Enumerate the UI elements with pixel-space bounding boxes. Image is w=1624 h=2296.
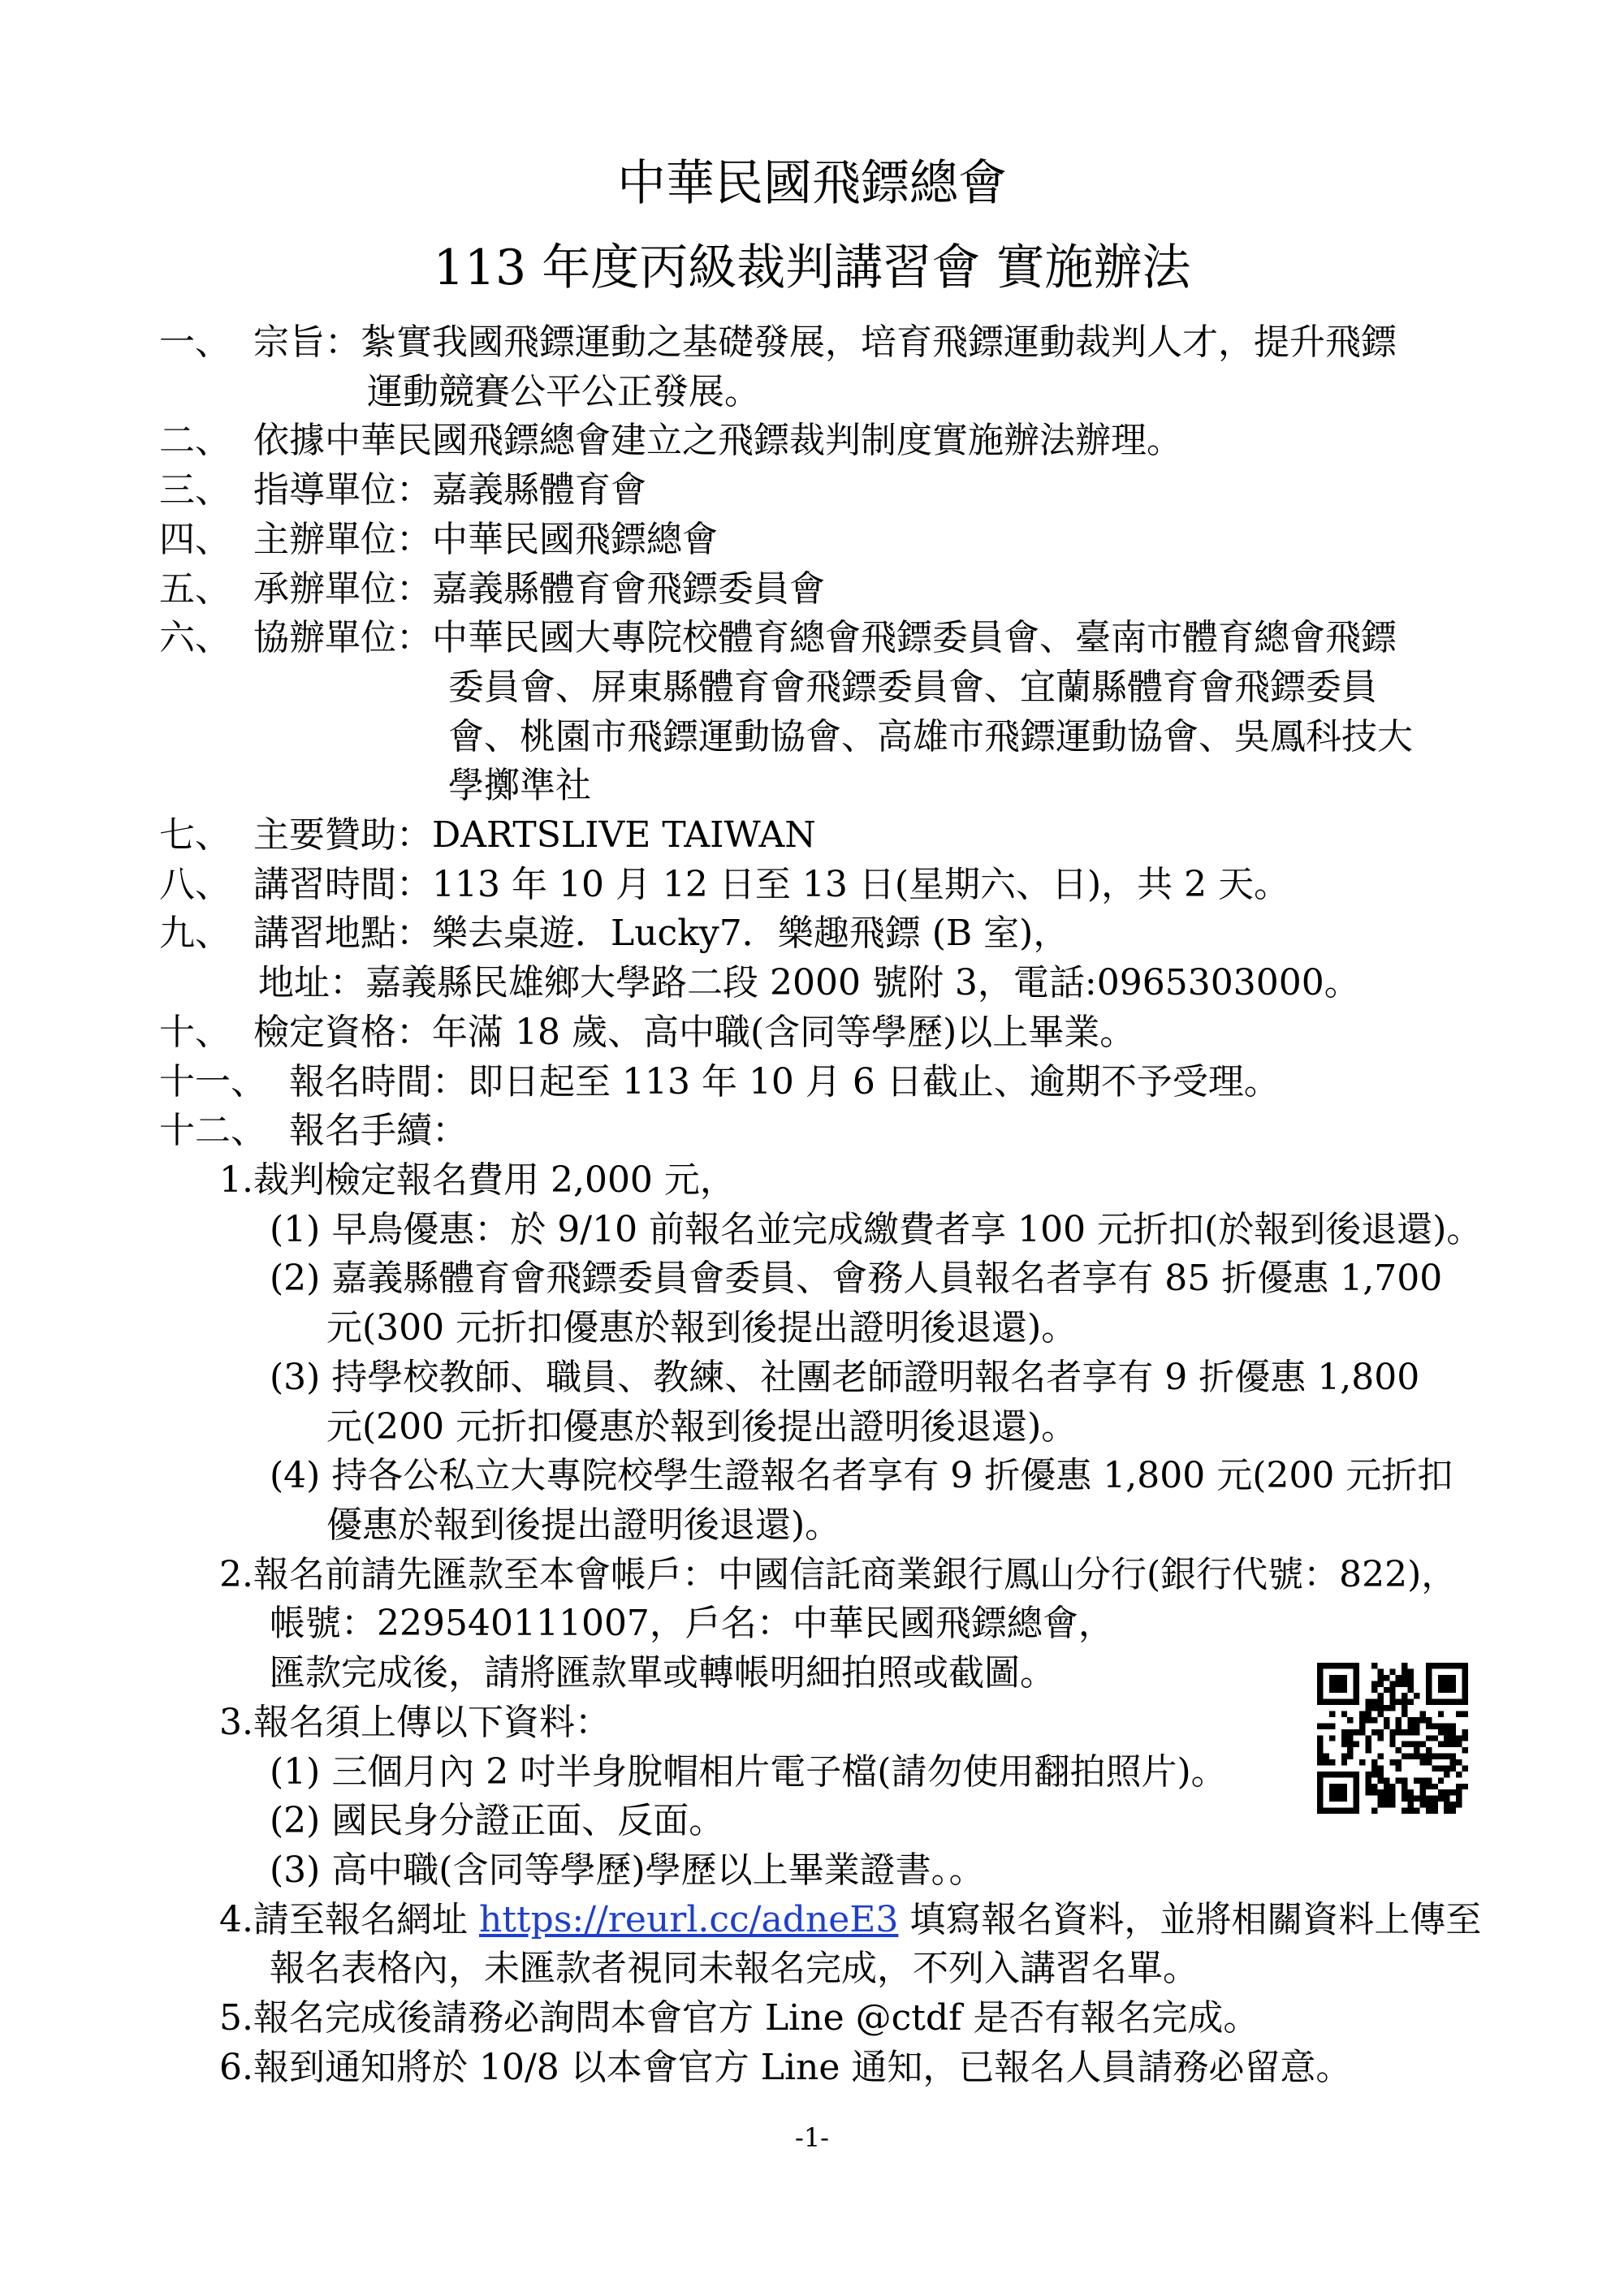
procedure-4-prefix: 4.請至報名網址	[219, 1899, 479, 1940]
item-number-3: 三、	[159, 469, 231, 511]
item-9-line-1: 講習地點：樂去桌遊．Lucky7．樂趣飛鏢 (B 室)，	[253, 913, 1069, 954]
procedure-2-line-3: 匯款完成後，請將匯款單或轉帳明細拍照或截圖。	[270, 1652, 1056, 1694]
item-number-8: 八、	[159, 864, 231, 905]
procedure-2-line-2: 帳號：229540111007，戶名：中華民國飛鏢總會，	[270, 1603, 1114, 1644]
item-3-line-1: 指導單位：嘉義縣體育會	[253, 469, 646, 511]
item-6-line-4: 學擲準社	[448, 765, 591, 806]
procedure-1-sub-4: (4) 持各公私立大專院校學生證報名者享有 9 折優惠 1,800 元(200 元折扣	[270, 1455, 1453, 1496]
procedure-3-sub-1: (1) 三個月內 2 吋半身脫帽相片電子檔(請勿使用翻拍照片)。	[270, 1751, 1227, 1793]
procedure-1-sub-3-cont: 元(200 元折扣優惠於報到後提出證明後退還)。	[326, 1406, 1078, 1448]
item-12-line-1: 報名手續：	[289, 1110, 468, 1151]
item-number-11: 十一、	[159, 1061, 266, 1103]
item-4-line-1: 主辦單位：中華民國飛鏢總會	[253, 519, 718, 560]
document-title-2: 113 年度丙級裁判講習會 實施辦法	[433, 240, 1191, 296]
procedure-2-line-1: 2.報名前請先匯款至本會帳戶：中國信託商業銀行鳳山分行(銀行代號：822)，	[219, 1554, 1458, 1595]
item-5-line-1: 承辦單位：嘉義縣體育會飛鏢委員會	[253, 568, 825, 610]
item-6-line-1: 協辦單位：中華民國大專院校體育總會飛鏢委員會、臺南市體育總會飛鏢	[253, 617, 1397, 658]
procedure-4-line-1	[219, 1899, 1482, 1940]
document-title-1: 中華民國飛鏢總會	[617, 155, 1007, 212]
qr-code-icon	[1317, 1663, 1468, 1814]
item-2-line-1: 依據中華民國飛鏢總會建立之飛鏢裁判制度實施辦法辦理。	[253, 420, 1182, 461]
procedure-1-heading: 1.裁判檢定報名費用 2,000 元，	[219, 1159, 736, 1201]
item-9-line-2: 地址：嘉義縣民雄鄉大學路二段 2000 號附 3，電話:0965303000。	[258, 962, 1360, 1003]
procedure-5-line: 5.報名完成後請務必詢問本會官方 Line @ctdf 是否有報名完成。	[219, 1997, 1259, 2039]
item-10-line-1: 檢定資格：年滿 18 歲、高中職(含同等學歷)以上畢業。	[253, 1012, 1136, 1053]
page-number: -1-	[795, 2122, 829, 2153]
procedure-1-sub-2: (2) 嘉義縣體育會飛鏢委員會委員、會務人員報名者享有 85 折優惠 1,700	[270, 1258, 1443, 1299]
procedure-6-line: 6.報到通知將於 10/8 以本會官方 Line 通知，已報名人員請務必留意。	[219, 2047, 1352, 2088]
item-number-5: 五、	[159, 568, 231, 610]
procedure-1-sub-1: (1) 早鳥優惠：於 9/10 前報名並完成繳費者享 100 元折扣(於報到後退還)。	[270, 1209, 1483, 1250]
procedure-3-heading: 3.報名須上傳以下資料：	[219, 1702, 611, 1743]
item-number-6: 六、	[159, 617, 231, 658]
procedure-4-suffix: 填寫報名資料，並將相關資料上傳至	[898, 1899, 1482, 1940]
item-number-10: 十、	[159, 1012, 231, 1053]
item-number-1: 一、	[159, 322, 231, 363]
item-8-line-1: 講習時間：113 年 10 月 12 日至 13 日(星期六、日)，共 2 天。	[253, 864, 1290, 905]
item-number-9: 九、	[159, 913, 231, 954]
registration-url-link[interactable]: https://reurl.cc/adneE3	[478, 1899, 899, 1940]
item-6-line-3: 會、桃園市飛鏢運動協會、高雄市飛鏢運動協會、吳鳳科技大	[448, 716, 1413, 757]
item-number-7: 七、	[159, 814, 231, 856]
item-number-12: 十二、	[159, 1110, 266, 1151]
procedure-3-sub-3: (3) 高中職(含同等學歷)學歷以上畢業證書。。	[270, 1849, 985, 1891]
procedure-1-sub-2-cont: 元(300 元折扣優惠於報到後提出證明後退還)。	[326, 1307, 1078, 1349]
item-number-4: 四、	[159, 519, 231, 560]
procedure-1-sub-4-cont: 優惠於報到後提出證明後退還)。	[326, 1504, 841, 1546]
procedure-1-sub-3: (3) 持學校教師、職員、教練、社團老師證明報名者享有 9 折優惠 1,800	[270, 1357, 1420, 1398]
item-6-line-2: 委員會、屏東縣體育會飛鏢委員會、宜蘭縣體育會飛鏢委員	[448, 667, 1377, 708]
procedure-4-line-2: 報名表格內，未匯款者視同未報名完成，不列入講習名單。	[270, 1948, 1199, 1989]
item-7-line-1: 主要贊助：DARTSLIVE TAIWAN	[253, 814, 816, 856]
item-number-2: 二、	[159, 420, 231, 461]
item-1-line-2: 運動競賽公平公正發展。	[367, 371, 760, 412]
procedure-3-sub-2: (2) 國民身分證正面、反面。	[270, 1800, 725, 1841]
item-1-line-1: 宗旨：紮實我國飛鏢運動之基礎發展，培育飛鏢運動裁判人才，提升飛鏢	[253, 322, 1397, 363]
item-11-line-1: 報名時間：即日起至 113 年 10 月 6 日截止、逾期不予受理。	[289, 1061, 1280, 1103]
